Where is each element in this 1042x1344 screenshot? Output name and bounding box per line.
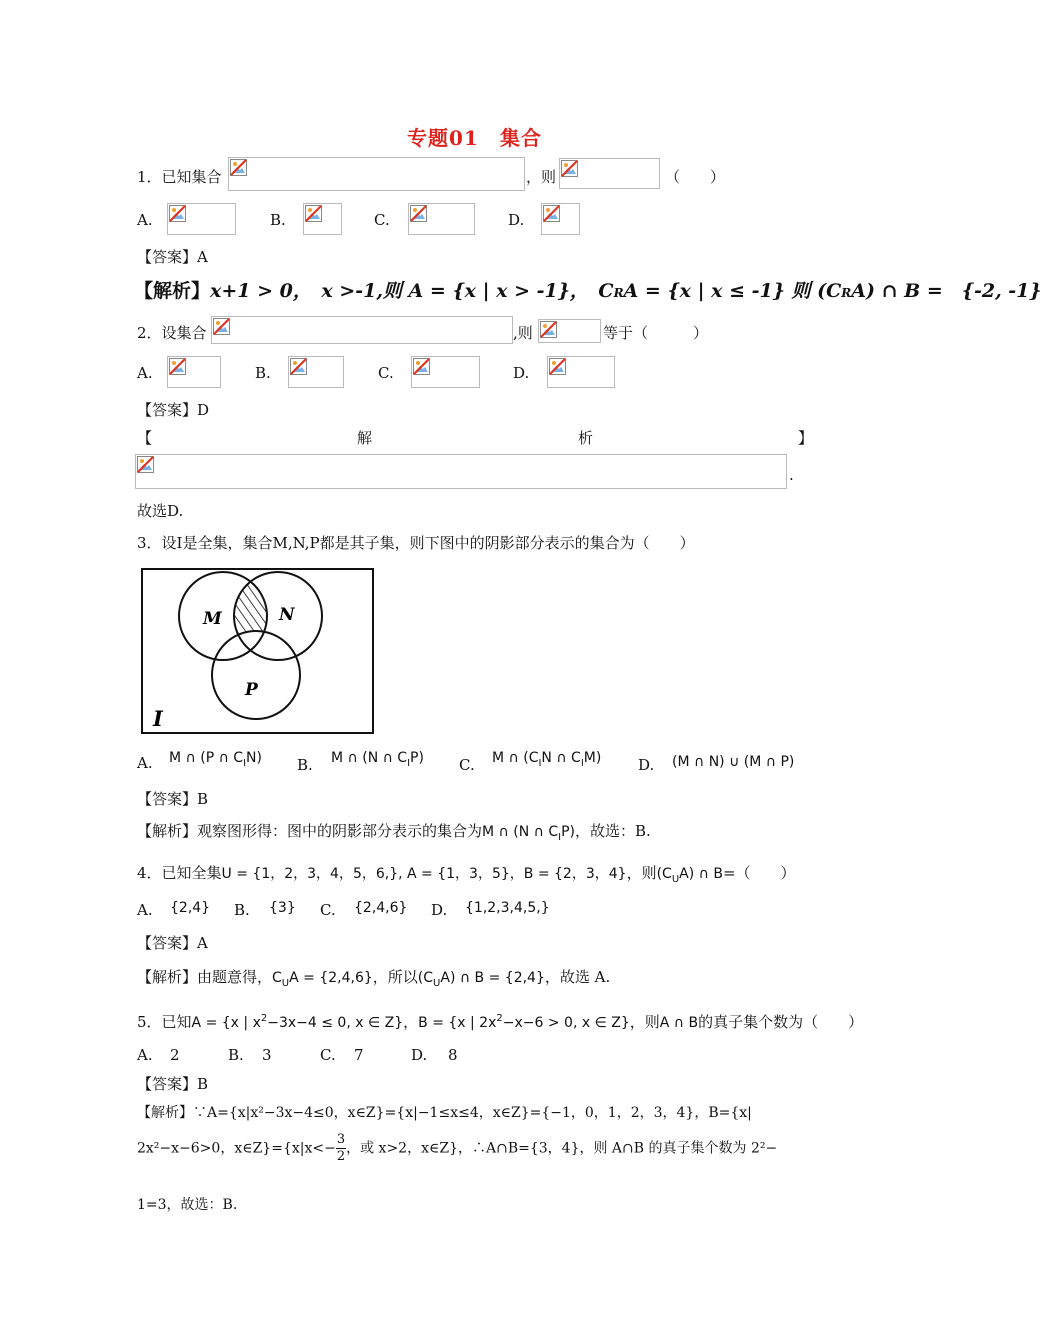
q4-option-d-label: D. — [431, 901, 448, 919]
q4-option-b-label: B. — [234, 901, 250, 919]
q1-option-d-label: D. — [508, 211, 525, 229]
q3-option-a — [169, 750, 262, 769]
q2-analysis-dot: . — [789, 466, 794, 484]
q2-option-c-image — [411, 356, 480, 388]
venn-label-p: P — [245, 680, 258, 700]
venn-label-n: N — [279, 605, 295, 625]
math-text: A) ∩ B = {2,4} — [440, 970, 545, 986]
q2-stem-mid: ,则 — [513, 324, 533, 342]
subscript: U — [281, 978, 290, 989]
q5-analysis-line2 — [137, 1132, 777, 1165]
stem-text: 5．已知 — [137, 1013, 192, 1031]
q4-analysis — [137, 966, 610, 989]
q1-stem-prefix: 1．已知集合 — [137, 168, 222, 186]
analysis-text: ，或 x>2，x∈Z}，∴A∩B={3，4}，则 A∩B 的真子集个数为 2²− — [346, 1140, 778, 1157]
q1-analysis-math-2: A = {x | x ≤ -1} 则 (C — [623, 280, 842, 302]
broken-image-icon — [561, 160, 578, 177]
stem-text: ， — [403, 1013, 419, 1031]
page-title: 专题01 集合 — [407, 126, 542, 150]
subscript: I — [558, 832, 562, 843]
q3-option-d: (M ∩ N) ∪ (M ∩ P) — [672, 754, 795, 770]
math-text: M ∩ (C — [492, 750, 539, 766]
math-text: M ∩ (N ∩ C — [331, 750, 408, 766]
math-text: = {2,4,6} — [298, 970, 373, 986]
broken-image-icon — [137, 456, 154, 473]
q1-stem-mid: ，则 — [526, 168, 557, 186]
math-text: P) — [410, 750, 424, 766]
q1-option-d-image — [541, 203, 580, 235]
q4-option-a-label: A. — [137, 901, 153, 919]
q2-conclusion: 故选D. — [137, 502, 184, 520]
q2-answer: 【答案】D — [137, 401, 210, 419]
q1-set-image — [228, 157, 525, 191]
analysis-text: 2x²−x−6>0，x∈Z}={x|x<− — [137, 1140, 336, 1157]
q2-set-image — [211, 316, 513, 344]
q5-option-c: 7 — [354, 1046, 364, 1064]
math-text: A — [289, 970, 299, 986]
q2-analysis-xi: 析 — [578, 429, 594, 447]
q5-answer: 【答案】B — [137, 1075, 209, 1093]
q4-stem — [137, 862, 796, 885]
q1-analysis-math: x+1 > 0， x >-1,则 A = {x | x > -1}， C — [210, 280, 614, 302]
broken-image-icon — [413, 358, 430, 375]
q3-option-d-label: D. — [638, 756, 655, 774]
subscript: R — [841, 286, 852, 300]
subscript: R — [613, 286, 624, 300]
fraction-numerator: 3 — [336, 1132, 346, 1147]
fraction-denominator: 2 — [336, 1149, 346, 1164]
analysis-text: ，所以 — [372, 968, 418, 986]
q5-analysis-line3: 1=3，故选：B. — [137, 1197, 238, 1213]
broken-image-icon — [213, 318, 230, 335]
broken-image-icon — [549, 358, 566, 375]
q3-analysis — [137, 820, 651, 843]
q4-option-b: {3} — [269, 900, 296, 916]
math-text: (C — [417, 970, 434, 986]
q5-option-b-label: B. — [228, 1046, 244, 1064]
q3-option-c-label: C. — [459, 756, 475, 774]
q4-option-d: {1,2,3,4,5,} — [465, 900, 550, 916]
q5-analysis-line1: 【解析】∵A={x|x²−3x−4≤0，x∈Z}={x|−1≤x≤4，x∈Z}={−1，0，1，2，3，4}，B={x| — [137, 1105, 752, 1121]
analysis-text: 【解析】由题意得， — [137, 968, 273, 986]
q1-answer: 【答案】A — [137, 248, 208, 266]
q1-option-a-label: A. — [137, 211, 153, 229]
q2-stem-prefix: 2．设集合 — [137, 324, 207, 342]
venn-label-m: M — [203, 609, 222, 629]
math-text: P) — [561, 824, 575, 840]
math-text: −x−6 > 0, x ∈ Z} — [502, 1015, 630, 1031]
broken-image-icon — [169, 205, 186, 222]
q2-option-b-label: B. — [255, 364, 271, 382]
math-text: A) ∩ B — [679, 866, 723, 882]
q1-paren: （ ） — [665, 168, 726, 186]
fraction — [336, 1132, 346, 1165]
q5-option-d: 8 — [448, 1046, 458, 1064]
q1-analysis-math-3: A) ∩ B = {-2, -1} — [851, 280, 1042, 302]
q1-option-b-label: B. — [270, 211, 286, 229]
q1-option-b-image — [303, 203, 342, 235]
broken-image-icon — [230, 159, 247, 176]
q3-option-b — [331, 750, 424, 769]
math-text: A = {x | x — [191, 1015, 261, 1031]
venn-label-i: I — [153, 706, 163, 731]
q2-option-d-label: D. — [513, 364, 530, 382]
q5-option-d-label: D. — [411, 1046, 428, 1064]
q2-option-a-label: A. — [137, 364, 153, 382]
q2-option-c-label: C. — [378, 364, 394, 382]
venn-diagram — [141, 568, 375, 734]
broken-image-icon — [543, 205, 560, 222]
q3-option-a-label: A. — [137, 754, 153, 772]
math-text: N) — [246, 750, 262, 766]
math-text: M ∩ (P ∩ C — [169, 750, 244, 766]
q5-option-b: 3 — [262, 1046, 272, 1064]
analysis-label: 【解析】 — [134, 280, 211, 302]
stem-text: ，则 — [626, 864, 657, 882]
q5-option-a-label: A. — [137, 1046, 153, 1064]
stem-text: ，则 — [629, 1013, 660, 1031]
q4-option-a: {2,4} — [170, 900, 211, 916]
q2-expr-image — [538, 319, 601, 343]
broken-image-icon — [290, 358, 307, 375]
q2-analysis-open: 【 — [137, 429, 153, 447]
subscript: U — [433, 978, 441, 989]
q4-answer: 【答案】A — [137, 934, 208, 952]
math-text: −3x−4 ≤ 0, x ∈ Z} — [267, 1015, 404, 1031]
q2-analysis-close: 】 — [798, 429, 814, 447]
math-text: (C — [656, 866, 672, 882]
superscript: 2 — [260, 1013, 268, 1024]
q3-answer: 【答案】B — [137, 790, 209, 808]
q2-analysis-jie: 解 — [357, 429, 373, 447]
q3-option-c — [492, 750, 601, 769]
math-text: N ∩ C — [541, 750, 581, 766]
broken-image-icon — [305, 205, 322, 222]
q5-stem — [137, 1011, 863, 1032]
q1-option-c-image — [408, 203, 475, 235]
q5-option-c-label: C. — [320, 1046, 336, 1064]
math-text: U = {1，2，3，4，5，6,}, A = {1，3，5}，B = {2，3，4} — [221, 866, 627, 882]
broken-image-icon — [169, 358, 186, 375]
stem-text: 的真子集个数为（ ） — [698, 1013, 864, 1031]
q2-analysis-image — [135, 454, 787, 489]
math-text: M ∩ (N ∩ C — [482, 824, 559, 840]
subscript: I — [243, 757, 247, 769]
q5-option-a: 2 — [170, 1046, 180, 1064]
analysis-text: ，故选 A. — [544, 968, 611, 986]
q2-stem-suffix: 等于（ ） — [603, 324, 709, 342]
q1-option-a-image — [167, 203, 236, 235]
q2-option-b-image — [288, 356, 344, 388]
superscript: 2 — [496, 1013, 503, 1024]
broken-image-icon — [540, 321, 557, 338]
q2-option-d-image — [547, 356, 615, 388]
math-text: B = {x | 2x — [418, 1015, 497, 1031]
math-text: A ∩ B — [659, 1015, 699, 1031]
subscript: U — [671, 874, 680, 885]
math-text: M) — [583, 750, 602, 766]
stem-text: =（ ） — [722, 864, 796, 882]
math-text: C — [272, 970, 282, 986]
q1-analysis — [134, 276, 1042, 303]
q3-stem: 3．设I是全集，集合M,N,P都是其子集，则下图中的阴影部分表示的集合为（ ） — [137, 534, 695, 552]
q3-option-b-label: B. — [297, 756, 313, 774]
stem-text: 4．已知全集 — [137, 864, 222, 882]
analysis-text: 【解析】观察图形得：图中的阴影部分表示的集合为 — [137, 822, 483, 840]
q1-option-c-label: C. — [374, 211, 390, 229]
q2-option-a-image — [167, 356, 221, 388]
subscript: I — [580, 757, 584, 769]
broken-image-icon — [410, 205, 427, 222]
q1-expr-image — [559, 158, 660, 189]
q4-option-c: {2,4,6} — [354, 900, 408, 916]
q4-option-c-label: C. — [320, 901, 336, 919]
analysis-text: ，故选：B. — [574, 822, 651, 840]
subscript: I — [407, 757, 411, 769]
subscript: I — [538, 757, 542, 769]
